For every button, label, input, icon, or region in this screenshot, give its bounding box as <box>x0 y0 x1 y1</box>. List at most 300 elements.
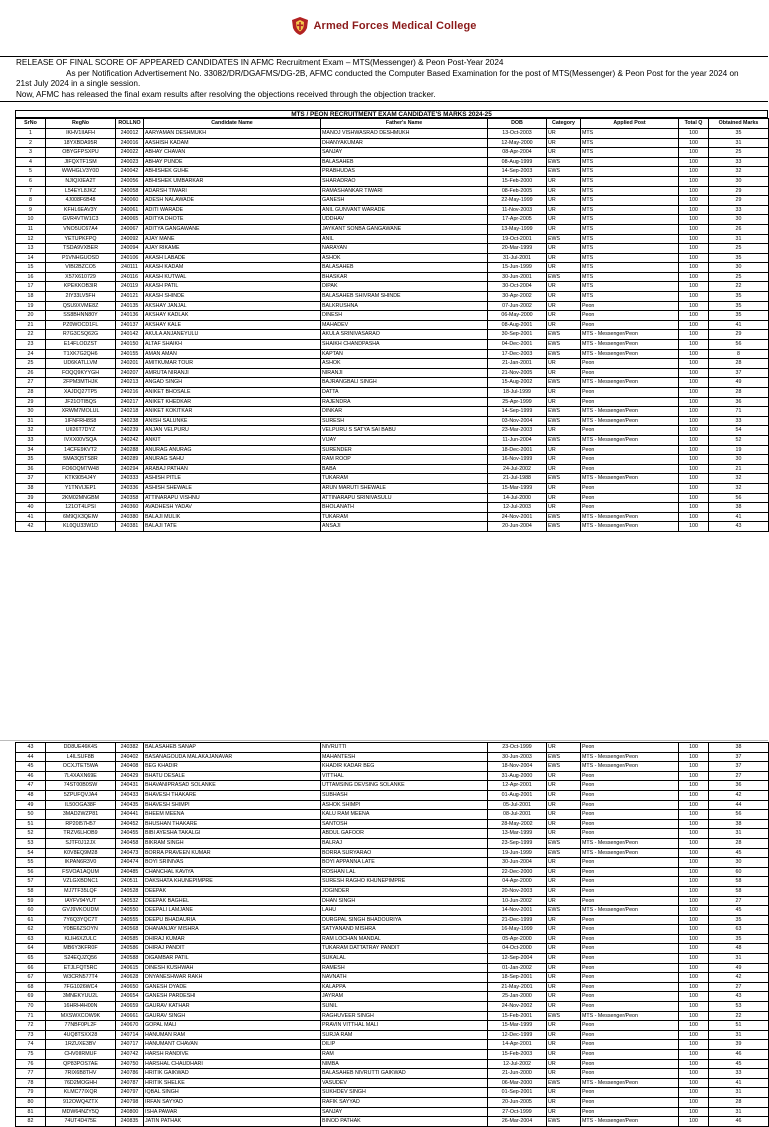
cell-candidate-name: ANIKET KHEDKAR <box>144 397 321 407</box>
cell-father-name: NIMBA <box>321 1059 488 1069</box>
cell-roll-no: 240382 <box>116 743 144 753</box>
cell-applied-post: Peon <box>581 954 679 964</box>
cell-dob: 12-Jul-2003 <box>488 503 547 513</box>
cell-sr-no: 78 <box>16 1078 46 1088</box>
cell-roll-no: 240786 <box>116 1069 144 1079</box>
cell-category: EWS <box>547 838 581 848</box>
cell-sr-no: 63 <box>16 934 46 944</box>
cell-obtained-marks: 56 <box>709 810 769 820</box>
cell-candidate-name: BALAJI TATE <box>144 522 321 532</box>
cell-total-q: 100 <box>679 1117 709 1127</box>
table-row <box>16 483 769 493</box>
cell-category: UR <box>547 128 581 138</box>
cell-total-q: 100 <box>679 1030 709 1040</box>
cell-reg-no: XAJDQ27TP5 <box>46 388 116 398</box>
table-row <box>16 349 769 359</box>
table-row <box>16 954 769 964</box>
cell-dob: 19-Oct-2001 <box>488 234 547 244</box>
cell-category: UR <box>547 253 581 263</box>
cell-father-name: NIRANJI <box>321 368 488 378</box>
cell-applied-post: MTS - Messenger/Peon <box>581 512 679 522</box>
cell-obtained-marks: 71 <box>709 407 769 417</box>
cell-reg-no: 74UT4D475E <box>46 1117 116 1127</box>
cell-applied-post: MTS <box>581 128 679 138</box>
cell-candidate-name: ARABAJ PATHAN <box>144 464 321 474</box>
cell-father-name: BABA <box>321 464 488 474</box>
cell-roll-no: 240670 <box>116 1021 144 1031</box>
cell-total-q: 100 <box>679 1021 709 1031</box>
cell-roll-no: 240012 <box>116 128 144 138</box>
cell-dob: 24-Nov-2001 <box>488 512 547 522</box>
cell-sr-no: 19 <box>16 301 46 311</box>
cell-applied-post: MTS - Messenger/Peon <box>581 848 679 858</box>
cell-applied-post: MTS <box>581 167 679 177</box>
cell-applied-post: Peon <box>581 810 679 820</box>
cell-obtained-marks: 29 <box>709 330 769 340</box>
cell-obtained-marks: 38 <box>709 743 769 753</box>
cell-total-q: 100 <box>679 426 709 436</box>
cell-roll-no: 240787 <box>116 1078 144 1088</box>
cell-sr-no: 80 <box>16 1097 46 1107</box>
cell-obtained-marks: 58 <box>709 886 769 896</box>
cell-father-name: BHASKAR <box>321 272 488 282</box>
cell-applied-post: Peon <box>581 301 679 311</box>
cell-obtained-marks: 39 <box>709 1040 769 1050</box>
cell-category: EWS <box>547 848 581 858</box>
col-header-total-q: Total Q <box>679 119 709 129</box>
cell-dob: 30-Jun-2004 <box>488 858 547 868</box>
cell-reg-no: W3CRN577T4 <box>46 973 116 983</box>
cell-roll-no: 240042 <box>116 167 144 177</box>
cell-father-name: BALKRUSHNA <box>321 301 488 311</box>
cell-reg-no: VZLGXBDNC1 <box>46 877 116 887</box>
cell-sr-no: 28 <box>16 388 46 398</box>
cell-total-q: 100 <box>679 128 709 138</box>
table-row <box>16 963 769 973</box>
cell-obtained-marks: 28 <box>709 1097 769 1107</box>
table-row <box>16 215 769 225</box>
cell-reg-no: L4ILSUF8B <box>46 752 116 762</box>
cell-obtained-marks: 25 <box>709 272 769 282</box>
cell-total-q: 100 <box>679 253 709 263</box>
cell-sr-no: 36 <box>16 464 46 474</box>
table-row <box>16 388 769 398</box>
cell-obtained-marks: 32 <box>709 474 769 484</box>
cell-total-q: 100 <box>679 138 709 148</box>
cell-dob: 19-Jun-1999 <box>488 848 547 858</box>
cell-candidate-name: DHIRAJ KUMAR <box>144 934 321 944</box>
cell-candidate-name: ABHAY PUNDE <box>144 157 321 167</box>
cell-dob: 13-May-1999 <box>488 224 547 234</box>
cell-dob: 20-Jun-2004 <box>488 522 547 532</box>
cell-dob: 16-Nov-1999 <box>488 455 547 465</box>
cell-sr-no: 30 <box>16 407 46 417</box>
cell-total-q: 100 <box>679 1059 709 1069</box>
table-row <box>16 982 769 992</box>
cell-candidate-name: JATIN PATHAK <box>144 1117 321 1127</box>
cell-father-name: SUBHASH <box>321 790 488 800</box>
cell-total-q: 100 <box>679 915 709 925</box>
cell-total-q: 100 <box>679 416 709 426</box>
cell-obtained-marks: 63 <box>709 925 769 935</box>
cell-reg-no: 74ST00B0SW <box>46 781 116 791</box>
cell-total-q: 100 <box>679 196 709 206</box>
cell-category: EWS <box>547 512 581 522</box>
cell-father-name: KAPTAN <box>321 349 488 359</box>
cell-reg-no: 1IFNFRH8S8 <box>46 416 116 426</box>
cell-reg-no: KLIH6XZULC <box>46 934 116 944</box>
cell-sr-no: 17 <box>16 282 46 292</box>
cell-applied-post: MTS <box>581 186 679 196</box>
cell-roll-no: 240441 <box>116 810 144 820</box>
cell-applied-post: Peon <box>581 1088 679 1098</box>
cell-category: UR <box>547 455 581 465</box>
cell-obtained-marks: 56 <box>709 493 769 503</box>
cell-father-name: AKULA SRINIVASARAO <box>321 330 488 340</box>
cell-obtained-marks: 31 <box>709 138 769 148</box>
table-row <box>16 762 769 772</box>
cell-category: EWS <box>547 752 581 762</box>
cell-category: EWS <box>547 1117 581 1127</box>
cell-applied-post: Peon <box>581 503 679 513</box>
cell-obtained-marks: 28 <box>709 388 769 398</box>
cell-total-q: 100 <box>679 886 709 896</box>
cell-applied-post: Peon <box>581 867 679 877</box>
cell-sr-no: 14 <box>16 253 46 263</box>
cell-category: UR <box>547 1059 581 1069</box>
table-row <box>16 464 769 474</box>
cell-roll-no: 240022 <box>116 148 144 158</box>
cell-category: UR <box>547 858 581 868</box>
cell-father-name: NARAYAN <box>321 244 488 254</box>
table-row <box>16 311 769 321</box>
col-header-category: Category <box>547 119 581 129</box>
cell-applied-post: Peon <box>581 388 679 398</box>
cell-reg-no: CHV0IIRMUF <box>46 1050 116 1060</box>
cell-roll-no: 240568 <box>116 925 144 935</box>
table-row <box>16 1011 769 1021</box>
cell-category: EWS <box>547 1011 581 1021</box>
cell-reg-no: 4J008F6B48 <box>46 196 116 206</box>
cell-category: UR <box>547 1069 581 1079</box>
cell-reg-no: P1VNHGUOSD <box>46 253 116 263</box>
cell-obtained-marks: 35 <box>709 253 769 263</box>
cell-applied-post: Peon <box>581 464 679 474</box>
cell-dob: 18-Nov-2004 <box>488 762 547 772</box>
cell-father-name: RAM ROOP <box>321 455 488 465</box>
cell-applied-post: MTS <box>581 282 679 292</box>
cell-obtained-marks: 25 <box>709 148 769 158</box>
cell-applied-post: MTS - Messenger/Peon <box>581 906 679 916</box>
cell-sr-no: 26 <box>16 368 46 378</box>
cell-dob: 18-Sep-2001 <box>488 973 547 983</box>
cell-obtained-marks: 42 <box>709 973 769 983</box>
table-row <box>16 320 769 330</box>
cell-sr-no: 13 <box>16 244 46 254</box>
cell-sr-no: 16 <box>16 272 46 282</box>
table-row <box>16 743 769 753</box>
cell-candidate-name: BHATU DESALE <box>144 771 321 781</box>
cell-father-name: BHOLANATH <box>321 503 488 513</box>
cell-reg-no: ETJLFQT5RC <box>46 963 116 973</box>
cell-applied-post: Peon <box>581 1002 679 1012</box>
cell-total-q: 100 <box>679 224 709 234</box>
cell-sr-no: 31 <box>16 416 46 426</box>
cell-father-name: SUKALAL <box>321 954 488 964</box>
cell-applied-post: Peon <box>581 963 679 973</box>
cell-obtained-marks: 53 <box>709 1002 769 1012</box>
cell-obtained-marks: 41 <box>709 320 769 330</box>
table-row <box>16 503 769 513</box>
cell-roll-no: 240016 <box>116 138 144 148</box>
cell-father-name: MANOJ VISHWASRAO DESHMUKH <box>321 128 488 138</box>
cell-roll-no: 240555 <box>116 915 144 925</box>
table-row <box>16 1078 769 1088</box>
cell-obtained-marks: 46 <box>709 1050 769 1060</box>
cell-roll-no: 240142 <box>116 330 144 340</box>
cell-applied-post: Peon <box>581 743 679 753</box>
cell-father-name: RAMASHANKAR TIWARI <box>321 186 488 196</box>
cell-candidate-name: BALAJI MULIK <box>144 512 321 522</box>
college-header <box>0 0 768 46</box>
cell-total-q: 100 <box>679 176 709 186</box>
table-row <box>16 1002 769 1012</box>
cell-father-name: BINOD PATHAK <box>321 1117 488 1127</box>
cell-category: UR <box>547 800 581 810</box>
cell-roll-no: 240431 <box>116 781 144 791</box>
table-row <box>16 148 769 158</box>
cell-total-q: 100 <box>679 934 709 944</box>
cell-candidate-name: GAURAV KATHAR <box>144 1002 321 1012</box>
cell-roll-no: 240750 <box>116 1059 144 1069</box>
table-row <box>16 829 769 839</box>
cell-obtained-marks: 37 <box>709 752 769 762</box>
table-row <box>16 925 769 935</box>
cell-reg-no: L54EYL8JKZ <box>46 186 116 196</box>
table-row <box>16 282 769 292</box>
cell-candidate-name: AMRUTA NIRANJI <box>144 368 321 378</box>
cell-reg-no: 3MAD2WZP81 <box>46 810 116 820</box>
cell-dob: 31-Aug-2000 <box>488 771 547 781</box>
cell-candidate-name: BHAVESH SHIMPI <box>144 800 321 810</box>
table-row <box>16 157 769 167</box>
cell-obtained-marks: 35 <box>709 311 769 321</box>
table-row <box>16 1030 769 1040</box>
cell-roll-no: 240435 <box>116 800 144 810</box>
table-row <box>16 445 769 455</box>
cell-obtained-marks: 31 <box>709 1030 769 1040</box>
cell-sr-no: 61 <box>16 915 46 925</box>
cell-sr-no: 53 <box>16 838 46 848</box>
cell-obtained-marks: 28 <box>709 838 769 848</box>
cell-sr-no: 74 <box>16 1040 46 1050</box>
table-row <box>16 205 769 215</box>
cell-obtained-marks: 30 <box>709 858 769 868</box>
cell-dob: 14-Sep-2003 <box>488 167 547 177</box>
cell-father-name: SURESH <box>321 416 488 426</box>
cell-total-q: 100 <box>679 282 709 292</box>
cell-candidate-name: DEEPALI LAMJANE <box>144 906 321 916</box>
cell-sr-no: 27 <box>16 378 46 388</box>
cell-category: UR <box>547 915 581 925</box>
table-row <box>16 292 769 302</box>
cell-total-q: 100 <box>679 388 709 398</box>
table-row <box>16 790 769 800</box>
cell-total-q: 100 <box>679 359 709 369</box>
cell-obtained-marks: 51 <box>709 1021 769 1031</box>
cell-candidate-name: AMITKUMAR TOUR <box>144 359 321 369</box>
cell-category: UR <box>547 388 581 398</box>
cell-obtained-marks: 38 <box>709 503 769 513</box>
cell-candidate-name: ANGAD SINGH <box>144 378 321 388</box>
cell-category: EWS <box>547 157 581 167</box>
cell-applied-post: Peon <box>581 311 679 321</box>
cell-roll-no: 240717 <box>116 1040 144 1050</box>
cell-sr-no: 79 <box>16 1088 46 1098</box>
cell-roll-no: 240588 <box>116 954 144 964</box>
cell-reg-no: WWHGLV3Y0D <box>46 167 116 177</box>
cell-category: UR <box>547 982 581 992</box>
cell-candidate-name: HANUMAN RAM <box>144 1030 321 1040</box>
cell-sr-no: 50 <box>16 810 46 820</box>
cell-father-name: PRABHUDAS <box>321 167 488 177</box>
marks-table-1 <box>15 118 769 532</box>
cell-total-q: 100 <box>679 234 709 244</box>
table-row <box>16 1107 769 1117</box>
table-row <box>16 397 769 407</box>
cell-category: UR <box>547 963 581 973</box>
cell-candidate-name: GANESH DYADE <box>144 982 321 992</box>
cell-sr-no: 59 <box>16 896 46 906</box>
table-row <box>16 234 769 244</box>
cell-candidate-name: DINESH KUSHWAH <box>144 963 321 973</box>
table-row <box>16 301 769 311</box>
cell-total-q: 100 <box>679 263 709 273</box>
cell-father-name: ANSAJI <box>321 522 488 532</box>
table-row <box>16 176 769 186</box>
cell-roll-no: 240061 <box>116 205 144 215</box>
cell-sr-no: 66 <box>16 963 46 973</box>
notice-para-2: Now, AFMC has released the final exam results after resolving the objections received through the objection tracker. <box>16 89 436 99</box>
cell-applied-post: Peon <box>581 915 679 925</box>
cell-total-q: 100 <box>679 522 709 532</box>
cell-father-name: NAVNATH <box>321 973 488 983</box>
cell-category: EWS <box>547 1078 581 1088</box>
cell-sr-no: 34 <box>16 445 46 455</box>
cell-total-q: 100 <box>679 435 709 445</box>
cell-total-q: 100 <box>679 272 709 282</box>
cell-applied-post: Peon <box>581 426 679 436</box>
cell-total-q: 100 <box>679 848 709 858</box>
cell-applied-post: Peon <box>581 1030 679 1040</box>
cell-applied-post: Peon <box>581 1050 679 1060</box>
cell-applied-post: Peon <box>581 397 679 407</box>
cell-father-name: UDDHAV <box>321 215 488 225</box>
cell-father-name: BOYI APPANNA LATE <box>321 858 488 868</box>
cell-reg-no: KTK9054J4Y <box>46 474 116 484</box>
cell-father-name: ANIL GUNVANT WARADE <box>321 205 488 215</box>
cell-candidate-name: IRFAN SAYYAD <box>144 1097 321 1107</box>
cell-category: UR <box>547 886 581 896</box>
cell-dob: 21-May-2001 <box>488 982 547 992</box>
cell-sr-no: 38 <box>16 483 46 493</box>
cell-obtained-marks: 60 <box>709 867 769 877</box>
cell-obtained-marks: 54 <box>709 426 769 436</box>
cell-reg-no: TSDA9VXBER <box>46 244 116 254</box>
cell-category: UR <box>547 320 581 330</box>
cell-category: UR <box>547 292 581 302</box>
cell-roll-no: 240654 <box>116 992 144 1002</box>
cell-applied-post: MTS <box>581 263 679 273</box>
cell-candidate-name: DEEPU BHADAURIA <box>144 915 321 925</box>
cell-obtained-marks: 29 <box>709 196 769 206</box>
cell-reg-no: S24EQJZQ56 <box>46 954 116 964</box>
cell-dob: 31-Jul-2001 <box>488 253 547 263</box>
cell-category: UR <box>547 771 581 781</box>
table-row <box>16 1097 769 1107</box>
cell-obtained-marks: 35 <box>709 128 769 138</box>
cell-category: UR <box>547 426 581 436</box>
cell-category: UR <box>547 263 581 273</box>
cell-obtained-marks: 37 <box>709 762 769 772</box>
cell-dob: 12-Sep-2004 <box>488 954 547 964</box>
cell-reg-no: E14FLODZST <box>46 340 116 350</box>
cell-dob: 04-Apr-2000 <box>488 877 547 887</box>
cell-obtained-marks: 25 <box>709 244 769 254</box>
cell-father-name: SUKHDEV SINGH <box>321 1088 488 1098</box>
table-row <box>16 819 769 829</box>
cell-father-name: DINESH <box>321 311 488 321</box>
cell-dob: 14-Nov-2001 <box>488 906 547 916</box>
cell-obtained-marks: 43 <box>709 992 769 1002</box>
table-row <box>16 973 769 983</box>
cell-applied-post: Peon <box>581 483 679 493</box>
cell-dob: 08-Jul-2001 <box>488 810 547 820</box>
cell-father-name: KHADIR KADAR BEG <box>321 762 488 772</box>
cell-obtained-marks: 31 <box>709 234 769 244</box>
cell-sr-no: 62 <box>16 925 46 935</box>
table-row <box>16 1040 769 1050</box>
cell-roll-no: 240213 <box>116 378 144 388</box>
cell-reg-no: XRWM7MOLUL <box>46 407 116 417</box>
table-row <box>16 128 769 138</box>
cell-reg-no: JF21OTIBQS <box>46 397 116 407</box>
cell-dob: 05-Apr-2000 <box>488 934 547 944</box>
cell-reg-no: 2FPM3MTHJK <box>46 378 116 388</box>
cell-dob: 14-Apr-2001 <box>488 1040 547 1050</box>
cell-candidate-name: ANIKET KOKITKAR <box>144 407 321 417</box>
cell-father-name: SURJA RAM <box>321 1030 488 1040</box>
cell-total-q: 100 <box>679 896 709 906</box>
cell-father-name: ANIL <box>321 234 488 244</box>
cell-category: UR <box>547 215 581 225</box>
cell-obtained-marks: 33 <box>709 157 769 167</box>
cell-reg-no: IAYFV94YUT <box>46 896 116 906</box>
cell-obtained-marks: 28 <box>709 359 769 369</box>
cell-reg-no: 121OT4LPSI <box>46 503 116 513</box>
cell-applied-post: Peon <box>581 982 679 992</box>
cell-reg-no: GVJ9VKOUDM <box>46 906 116 916</box>
cell-applied-post: Peon <box>581 925 679 935</box>
cell-candidate-name: AARYAMAN DESHMUKH <box>144 128 321 138</box>
cell-roll-no: 240067 <box>116 224 144 234</box>
cell-sr-no: 76 <box>16 1059 46 1069</box>
cell-applied-post: Peon <box>581 819 679 829</box>
cell-roll-no: 240661 <box>116 1011 144 1021</box>
cell-father-name: RAM <box>321 1050 488 1060</box>
table-row <box>16 474 769 484</box>
cell-sr-no: 46 <box>16 771 46 781</box>
